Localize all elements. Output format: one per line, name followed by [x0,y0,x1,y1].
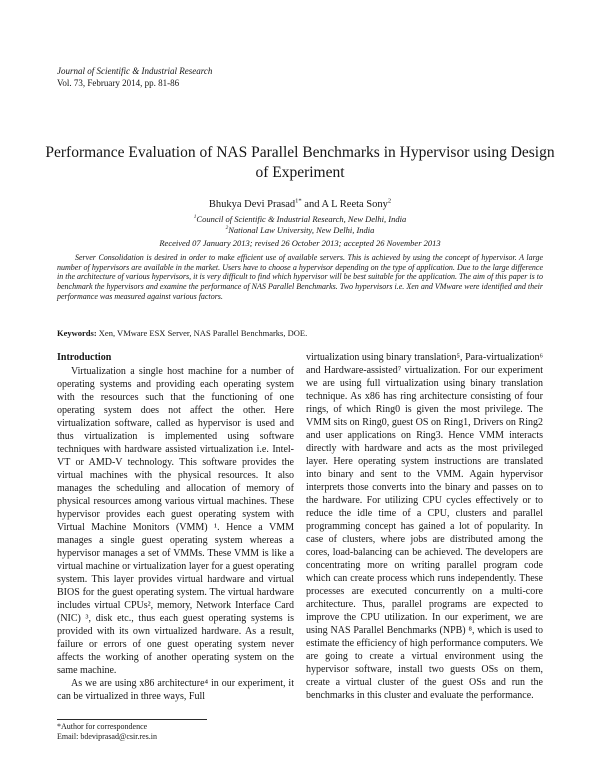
keywords-text: Xen, VMware ESX Server, NAS Parallel Benchmarks, DOE. [96,328,308,338]
affiliation-2 [0,225,600,236]
received-revised-accepted-dates: Received 07 January 2013; revised 26 October 2013; accepted 26 November 2013 [159,238,441,248]
affiliation-2-text: National Law University, New Delhi, India [228,224,375,235]
affiliations-block [0,214,600,235]
keywords-label: Keywords: [57,328,97,338]
footnote-email: Email: bdeviprasad@csir.res.in [57,732,158,741]
abstract-text: Server Consolidation is desired in order to make efficient use of available servers. This is achieved by using the concept of hypervisor. A large number of hypervisors are available in the market. Users have to choose a hypervisor depending on the type of application. Due to the large difference in the architecture of various hypervisors, it is very difficult to find which hypervisor will be best suitable for the application. The aim of this paper is to benchmark the hypervisors and examine the performance of NAS Parallel Benchmarks. Two hypervisors i.e. Xen and VMware were identified and their performance was measured against various factors. [57,253,543,301]
affiliation-1-text: Council of Scientific & Industrial Research, New Delhi, India [196,214,407,224]
paper-title: Performance Evaluation of NAS Parallel Benchmarks in Hypervisor using Design of Experiment [45,144,555,181]
body-paragraph-1: Virtualization a single host machine for a number of operating systems and providing each operating system with the resources such that the functioning of one operating system does not affect the other. Here virtualization software, called as hypervisor is used and thus virtualization is implemented using software techniques with hardware assisted virtualization i.e. Intel-VT or AMD-V technology. This software provides the virtual machines with the physical resources. It also manages the scheduling and allocation of memory of physical resources among various virtual machines. These hypervisor provides each guest operating system with Virtual Machine Monitors (VMM) ¹. Hence a VMM manages a single guest operating system whereas a hypervisor manages a set of VMMs. These VMM is like a virtual machine or virtualization layer for a guest operating system. This layer provides virtual hardware and virtual BIOS for the guest operating system. The virtual hardware includes virtual CPUs², memory, Network Interface Card (NIC) ³, disk etc., thus each guest operating systems is provided with its own virtualized hardware. As a result, failure or errors of one guest operating system never affects the working of another operating system on the same machine. [57,366,294,676]
keywords-line [57,328,543,338]
affiliation-2-superscript: 2 [225,224,229,231]
affiliation-1 [0,214,600,225]
author-2-superscript: 2 [387,197,392,205]
footnote-correspondence: *Author for correspondence [57,722,148,731]
body-paragraph-3: virtualization using binary translation⁵, Para-virtualization⁶ and Hardware-assisted⁷ virtualization. For our experiment we are using full virtualization using binary translation technique. As x86 has ring architecture consisting of four rings, of which Ring0 is given the most privilege. The VMM sits on Ring0, guest OS on Ring1, Drivers on Ring2 and user applications on Ring3. Hence VMM interacts directly with hardware and acts as the most privileged layer. Here operating system instructions are translated into binary and sent to the VMM. Again hypervisor interprets those converts into the binary and passes on to the hardware. For utilizing CPU cycles effectively or to reduce the idle time of a CPU, clusters and parallel programming concept has gained a lot of popularity. In case of clusters, where jobs are distributed among the cores, load-balancing can be achieved. The developers are concentrating more on writing parallel program code which can create process which runs independently. These processes are executed concurrently on a multi-core architecture. Thus, parallel programs are expected to improve the CPU utilization. In our experiment, we are using NAS Parallel Benchmarks (NPB) ⁸, which is used to estimate the efficiency of high performance computers. We are going to create a virtual environment using the hypervisor software, install two guests OSs on them, create a virtual cluster of the guest OSs and run the benchmarks in this cluster and evaluate the performance. [306,352,543,701]
authors-line [0,199,600,210]
journal-volume: Vol. 73, February 2014, pp. 81-86 [57,77,180,88]
journal-header [57,66,212,89]
journal-name: Journal of Scientific & Industrial Research [57,66,213,76]
authors-connector: and [301,199,322,210]
affiliation-1-superscript: 1 [193,214,197,221]
left-column [57,351,294,703]
body-paragraph-2: As we are using x86 architecture⁴ in our experiment, it can be virtualized in three ways, Full [57,678,294,702]
correspondence-footnote [57,719,294,742]
footnote-rule [57,719,207,720]
author-1-name: Bhukya Devi Prasad [208,199,296,210]
author-1-superscript: 1* [295,197,302,205]
right-column [306,351,543,702]
section-heading-introduction: Introduction [57,352,112,363]
author-2-name: A L Reeta Sony [321,199,388,210]
